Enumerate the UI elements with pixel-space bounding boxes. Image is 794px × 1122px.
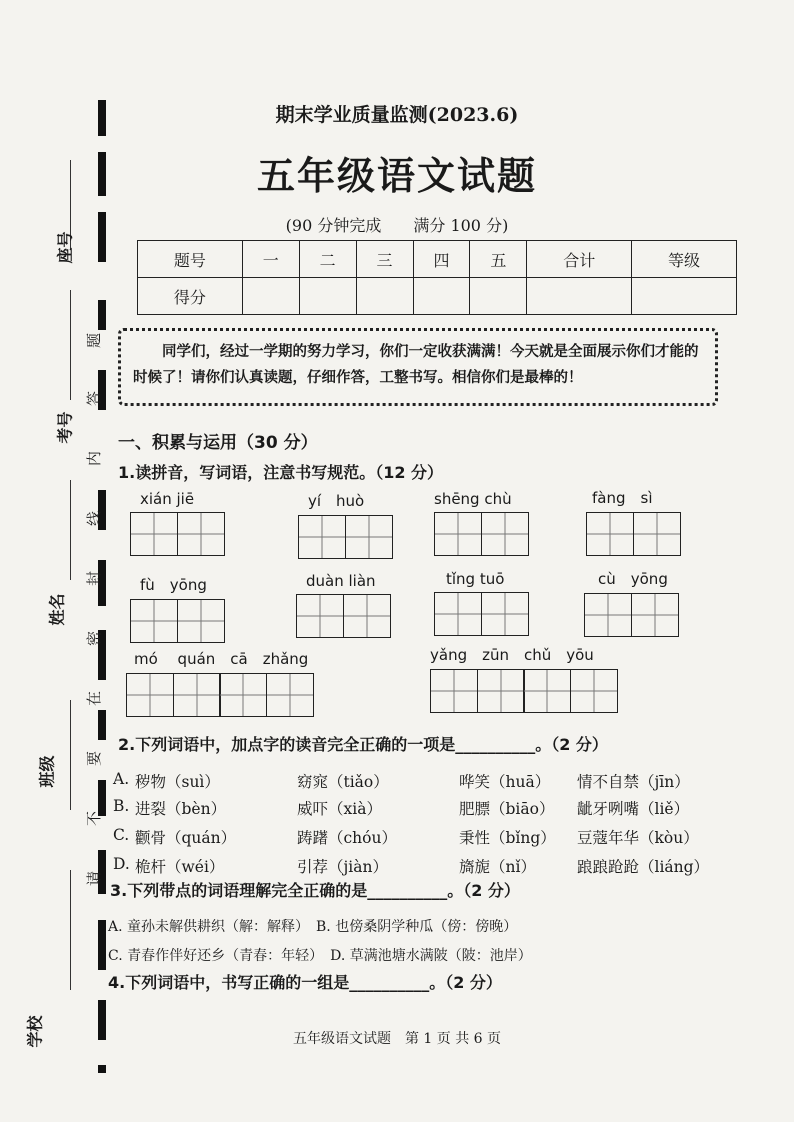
option-word: 威吓（xià） (297, 800, 382, 818)
writing-cell[interactable] (130, 512, 178, 556)
option-word: 进裂（bèn） (135, 800, 227, 818)
option-word: 情不自禁（jīn） (577, 773, 690, 791)
q2-option-a[interactable] (113, 770, 690, 792)
seal-char: 题 (85, 332, 104, 349)
score-header-cell: 一 (242, 241, 299, 278)
encouragement-notice: 同学们，经过一学期的努力学习，你们一定收获满满！今天就是全面展示你们才能的时候了！请你们认真读题，仔细作答，工整书写。相信你们是最棒的！ (118, 328, 718, 406)
pinyin-text: fù yōng (140, 576, 207, 594)
seal-char: 请 (85, 870, 104, 887)
score-header-cell: 五 (470, 241, 527, 278)
option-word: 豆蔻年华（kòu） (577, 829, 699, 847)
seal-char: 答 (85, 390, 104, 407)
option-word: 旖旎（nǐ） (459, 858, 536, 876)
pinyin-item (586, 487, 681, 556)
q2-option-c[interactable] (113, 826, 699, 848)
question-4: 4.下列词语中，书写正确的一组是__________。（2 分） (108, 973, 502, 992)
option-word: 引荐（jiàn） (297, 858, 388, 876)
pinyin-item (434, 570, 529, 636)
q3-options-row-1[interactable]: A. 童孙未解供耕织（解：解释） B. 也傍桑阴学种瓜（傍：傍晚） (108, 919, 518, 935)
question-2: 2.下列词语中，加点字的读音完全正确的一项是__________。（2 分） (118, 735, 608, 754)
seal-char: 在 (85, 690, 104, 707)
writing-cell[interactable] (173, 673, 221, 717)
writing-cell[interactable] (477, 669, 525, 713)
score-table (137, 240, 737, 315)
seal-char: 内 (85, 450, 104, 467)
option-word: 秉性（bǐng） (459, 829, 556, 847)
writing-cell[interactable] (298, 515, 346, 559)
seal-char: 封 (85, 570, 104, 587)
score-cell[interactable] (470, 278, 527, 315)
question-1: 1.读拼音，写词语，注意书写规范。（12 分） (118, 463, 444, 482)
seal-char: 要 (85, 750, 104, 767)
writing-cell[interactable] (177, 512, 225, 556)
school-label: 学校 (25, 1015, 45, 1048)
class-label: 班级 (37, 755, 57, 788)
writing-cell[interactable] (296, 594, 344, 638)
option-letter: D. (113, 855, 130, 873)
pinyin-text: yí huò (308, 492, 365, 510)
dashed-seal-line (98, 90, 106, 1090)
writing-cell[interactable] (570, 669, 618, 713)
seat-number-label: 座号 (55, 231, 75, 264)
score-header-cell: 二 (299, 241, 356, 278)
score-cell[interactable] (242, 278, 299, 315)
pinyin-item (298, 490, 393, 559)
writing-cell[interactable] (343, 594, 391, 638)
pinyin-text: fàng sì (592, 489, 653, 507)
writing-cell[interactable] (481, 592, 529, 636)
score-row-label: 得分 (138, 278, 243, 315)
pinyin-item (130, 490, 225, 556)
option-letter: B. (113, 797, 130, 815)
q3-options-row-2[interactable]: C. 青春作伴好还乡（青春：年轻） D. 草满池塘水满陂（陂：池岸） (108, 948, 532, 964)
option-word: 哗笑（huā） (459, 773, 551, 791)
score-cell[interactable] (413, 278, 470, 315)
pinyin-text: tǐng tuō (446, 570, 505, 588)
writing-cell[interactable] (586, 512, 634, 556)
pinyin-item (430, 644, 618, 713)
score-header-cell: 三 (356, 241, 413, 278)
exam-number-label: 考号 (55, 411, 75, 444)
pinyin-text: duàn liàn (306, 572, 376, 590)
pinyin-text: shēng chù (434, 490, 512, 508)
pinyin-item (130, 574, 225, 643)
score-header-cell: 四 (413, 241, 470, 278)
score-header-cell: 题号 (138, 241, 243, 278)
seal-char: 密 (85, 630, 104, 647)
score-table-score-row (138, 278, 737, 315)
writing-cell[interactable] (523, 669, 571, 713)
option-word: 踉踉跄跄（liáng） (577, 858, 710, 876)
writing-cell[interactable] (266, 673, 314, 717)
writing-cell[interactable] (434, 512, 482, 556)
writing-cell[interactable] (177, 599, 225, 643)
q2-option-d[interactable] (113, 855, 709, 877)
pinyin-text: xián jiē (140, 490, 195, 508)
binding-strip (0, 90, 118, 1100)
option-word: 窈窕（tiǎo） (297, 773, 389, 791)
question-3: 3.下列带点的词语理解完全正确的是__________。（2 分） (110, 881, 520, 900)
pinyin-item (434, 490, 529, 556)
pinyin-item (296, 572, 391, 638)
name-label: 姓名 (47, 593, 67, 626)
writing-cell[interactable] (633, 512, 681, 556)
writing-cell[interactable] (631, 593, 679, 637)
writing-cell[interactable] (481, 512, 529, 556)
seal-char: 线 (85, 510, 104, 527)
exam-title: 五年级语文试题 (256, 153, 537, 198)
score-cell[interactable] (356, 278, 413, 315)
section-title: 一、积累与运用（30 分） (118, 433, 318, 453)
option-word: 颧骨（quán） (135, 829, 237, 847)
writing-cell[interactable] (430, 669, 478, 713)
option-word: 踌躇（chóu） (297, 829, 397, 847)
q2-option-b[interactable] (113, 797, 689, 819)
writing-cell[interactable] (126, 673, 174, 717)
score-table-header-row (138, 241, 737, 278)
exam-subtitle: 期末学业质量监测(2023.6) (275, 104, 519, 126)
option-word: 桅杆（wéi） (135, 858, 225, 876)
option-word: 秽物（suì） (135, 773, 220, 791)
pinyin-text: cù yōng (598, 570, 668, 588)
option-letter: A. (113, 770, 130, 788)
score-cell[interactable] (632, 278, 737, 315)
pinyin-text: mó quán cā zhǎng (134, 650, 309, 668)
writing-cell[interactable] (584, 593, 632, 637)
seal-char: 不 (85, 810, 104, 827)
pinyin-item (126, 648, 314, 717)
pinyin-text: yǎng zūn chǔ yōu (430, 646, 594, 664)
writing-cell[interactable] (130, 599, 178, 643)
score-header-cell: 等级 (632, 241, 737, 278)
writing-cell[interactable] (434, 592, 482, 636)
pinyin-item (584, 568, 679, 637)
score-header-cell: 合计 (527, 241, 632, 278)
score-cell[interactable] (527, 278, 632, 315)
option-word: 龇牙咧嘴（liě） (577, 800, 690, 818)
writing-cell[interactable] (345, 515, 393, 559)
option-word: 肥膘（biāo） (459, 800, 555, 818)
page-footer: 五年级语文试题 第 1 页 共 6 页 (292, 1031, 502, 1047)
score-cell[interactable] (299, 278, 356, 315)
writing-cell[interactable] (219, 673, 267, 717)
exam-time-note: (90 分钟完成 满分 100 分) (285, 216, 509, 235)
option-letter: C. (113, 826, 130, 844)
